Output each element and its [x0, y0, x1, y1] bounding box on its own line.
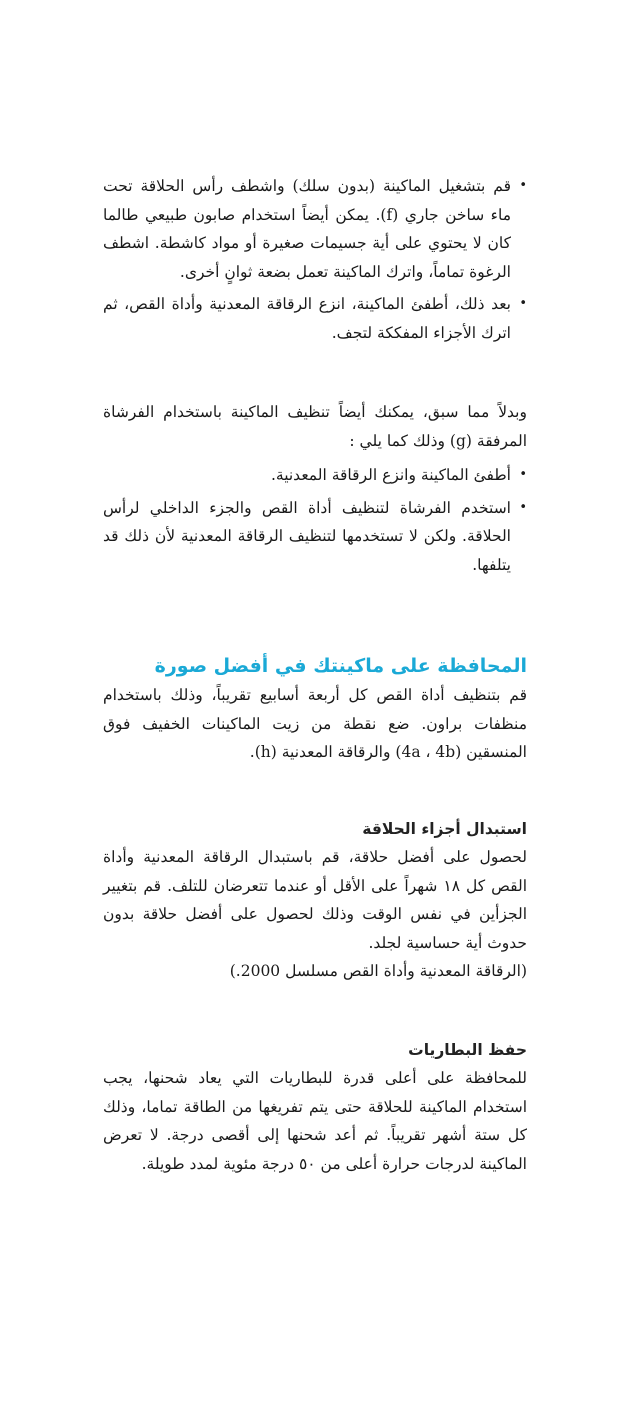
maintenance-section [103, 651, 527, 767]
battery-body: للمحافظة على أعلى قدرة للبطاريات التي يعاد شحنها، يجب استخدام الماكينة للحلاقة حتى يتم تفريغها من الطاقة تماما، وذلك كل ستة أشهر تقريباً. ثم أعد شحنها إلى أقصى درجة. لا تعرض الماكينة لدرجات حرارة أعلى من ٥٠ درجة مئوية لمدد طويلة. [103, 1069, 527, 1173]
section-title: المحافظة على ماكينتك في أفضل صورة [154, 655, 527, 677]
list-item [103, 172, 527, 286]
list-item-text: بعد ذلك، أطفئ الماكينة، انزع الرقاقة المعدنية وأداة القص، ثم اترك الأجزاء المفككة لتجف. [103, 295, 511, 342]
section-body: قم بتنظيف أداة القص كل أربعة أسابيع تقريباً، وذلك باستخدام منظفات براون. ضع نقطة من زيت الماكينات الخفيف فوق المنسقين (4a ، 4b) والرقاقة المعدنية (h). [103, 686, 527, 761]
replace-parts-section [103, 815, 527, 986]
brush-steps-list [103, 461, 527, 579]
bullet-icon: • [519, 178, 527, 193]
list-item [103, 494, 527, 580]
bullet-icon: • [519, 467, 527, 482]
battery-section [103, 1036, 527, 1178]
bullet-icon: • [519, 296, 527, 311]
bullet-icon: • [519, 499, 527, 515]
replace-body: لحصول على أفضل حلاقة، قم باستبدال الرقاقة المعدنية وأداة القص كل ١٨ شهراً على الأقل أو عندما تتعرضان للتلف. قم بتغيير الجزأين في نفس الوقت وذلك لحصول على أفضل حلاقة بدون حدوث أية حساسية لجلد. [103, 848, 527, 952]
rinse-steps-block [103, 172, 527, 347]
brush-cleaning-block [103, 398, 527, 579]
list-item [103, 461, 527, 490]
rinse-steps-list [103, 172, 527, 347]
list-item-text: استخدم الفرشاة لتنظيف أداة القص والجزء الداخلي لرأس الحلاقة. ولكن لا تستخدمها لتنظيف الرقاقة المعدنية لأن ذلك قد يتلفها. [103, 498, 511, 574]
brush-intro: وبدلاً مما سبق، يمكنك أيضاً تنظيف الماكينة باستخدام الفرشاة المرفقة (g) وذلك كما يلي : [103, 403, 527, 450]
list-item-text: أطفئ الماكينة وانزع الرقاقة المعدنية. [270, 466, 511, 484]
replace-title: استبدال أجزاء الحلاقة [362, 820, 527, 838]
list-item-text: قم بتشغيل الماكينة (بدون سلك) واشطف رأس الحلاقة تحت ماء ساخن جاري (f). يمكن أيضاً استخدام صابون طبيعي طالما كان لا يحتوي على أية جسيمات صغيرة أو مواد كاشطة. اشطف الرغوة تماماً، واترك الماكينة تعمل بضعة ثوانٍ أخرى. [103, 177, 511, 281]
replace-note: (الرقاقة المعدنية وأداة القص مسلسل 2000.) [229, 962, 527, 980]
list-item [103, 290, 527, 347]
battery-title: حفظ البطاريات [408, 1041, 527, 1059]
